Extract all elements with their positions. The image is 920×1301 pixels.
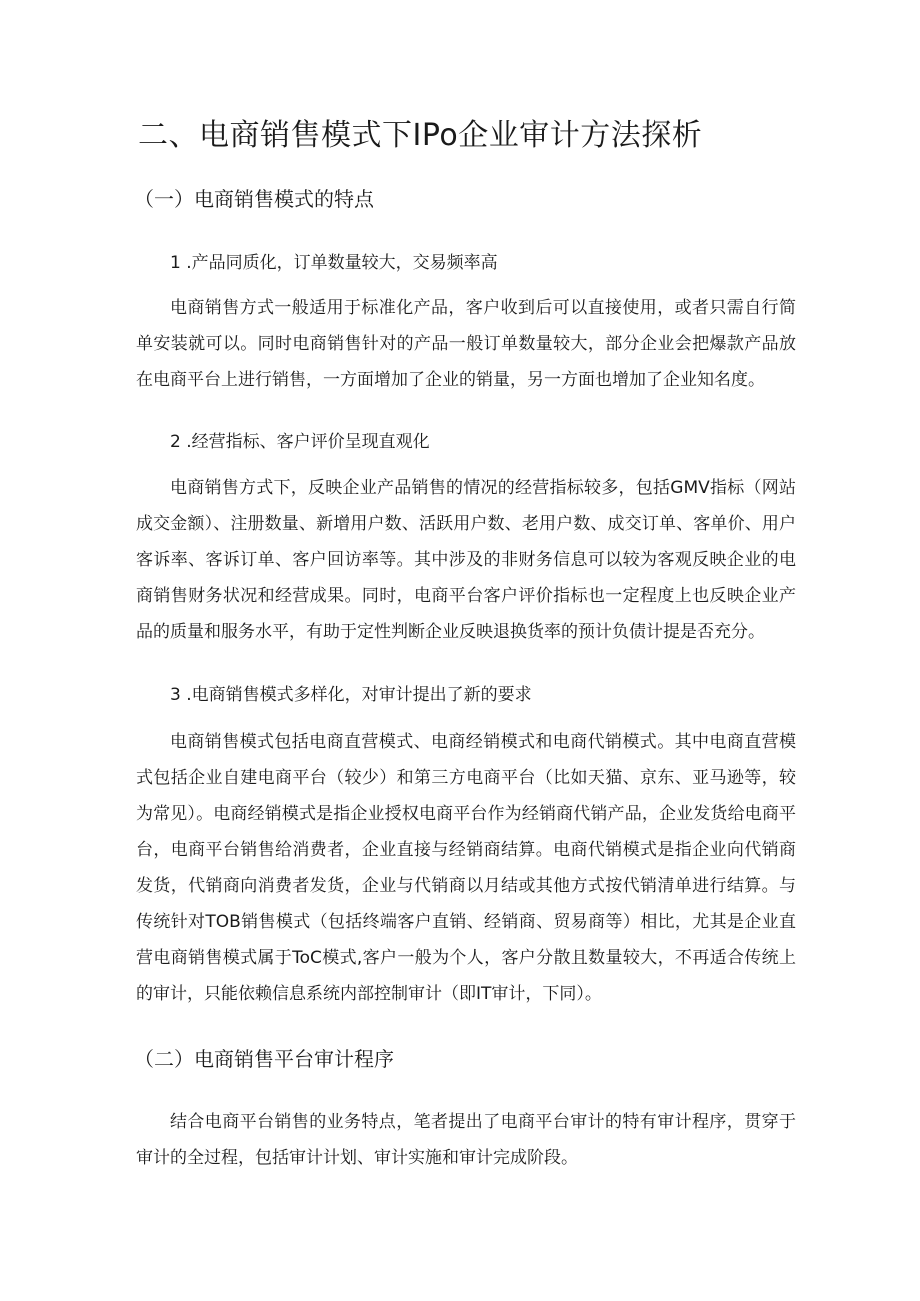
paragraph-2-text: 电商销售方式下，反映企业产品销售的情况的经营指标较多，包括GMV指标（网站成交金额）、注册数量、新增用户数、活跃用户数、老用户数、成交订单、客单价、用户客诉率、客诉订单、客户回访率等。其中涉及的非财务信息可以较为客观反映企业的电商销售财务状况和经营成果。同时，电商平台客户评价指标也一定程度上也反映企业产品的质量和服务水平，有助于定性判断企业反映退换货率的预计负债计提是否充分。 [136,478,796,642]
subheading-2: 2 .经营指标、客户评价呈现直观化 [170,432,430,452]
paragraph-3-text: 电商销售模式包括电商直营模式、电商经销模式和电商代销模式。其中电商直营模式包括企业自建电商平台（较少）和第三方电商平台（比如天猫、京东、亚马逊等，较为常见）。电商经销模式是指企业授权电商平台作为经销商代销产品，企业发货给电商平台，电商平台销售给消费者，企业直接与经销商结算。电商代销模式是指企业向代销商发货，代销商向消费者发货，企业与代销商以月结或其他方式按代销清单进行结算。与传统针对TOB销售模式（包括终端客户直销、经销商、贸易商等）相比，尤其是企业直营电商销售模式属于ToC模式,客户一般为个人，客户分散且数量较大，不再适合传统上的审计，只能依赖信息系统内部控制审计（即IT审计，下同）。 [136,732,796,1004]
subheading-3: 3 .电商销售模式多样化，对审计提出了新的要求 [170,685,532,705]
paragraph-1 [136,290,796,398]
paragraph-4 [136,1104,796,1176]
subheading-1: 1 .产品同质化，订单数量较大，交易频率高 [170,253,498,273]
section-heading-2: （二）电商销售平台审计程序 [134,1047,394,1071]
paragraph-4-text: 结合电商平台销售的业务特点，笔者提出了电商平台审计的特有审计程序，贯穿于审计的全过程，包括审计计划、审计实施和审计完成阶段。 [136,1112,796,1168]
section-heading-1: （一）电商销售模式的特点 [134,187,374,211]
document-title: 二、电商销售模式下IPo企业审计方法探析 [138,118,703,153]
paragraph-3 [136,724,796,1012]
paragraph-2 [136,470,796,650]
paragraph-1-text: 电商销售方式一般适用于标准化产品，客户收到后可以直接使用，或者只需自行简单安装就可以。同时电商销售针对的产品一般订单数量较大，部分企业会把爆款产品放在电商平台上进行销售，一方面增加了企业的销量，另一方面也增加了企业知名度。 [136,298,796,390]
